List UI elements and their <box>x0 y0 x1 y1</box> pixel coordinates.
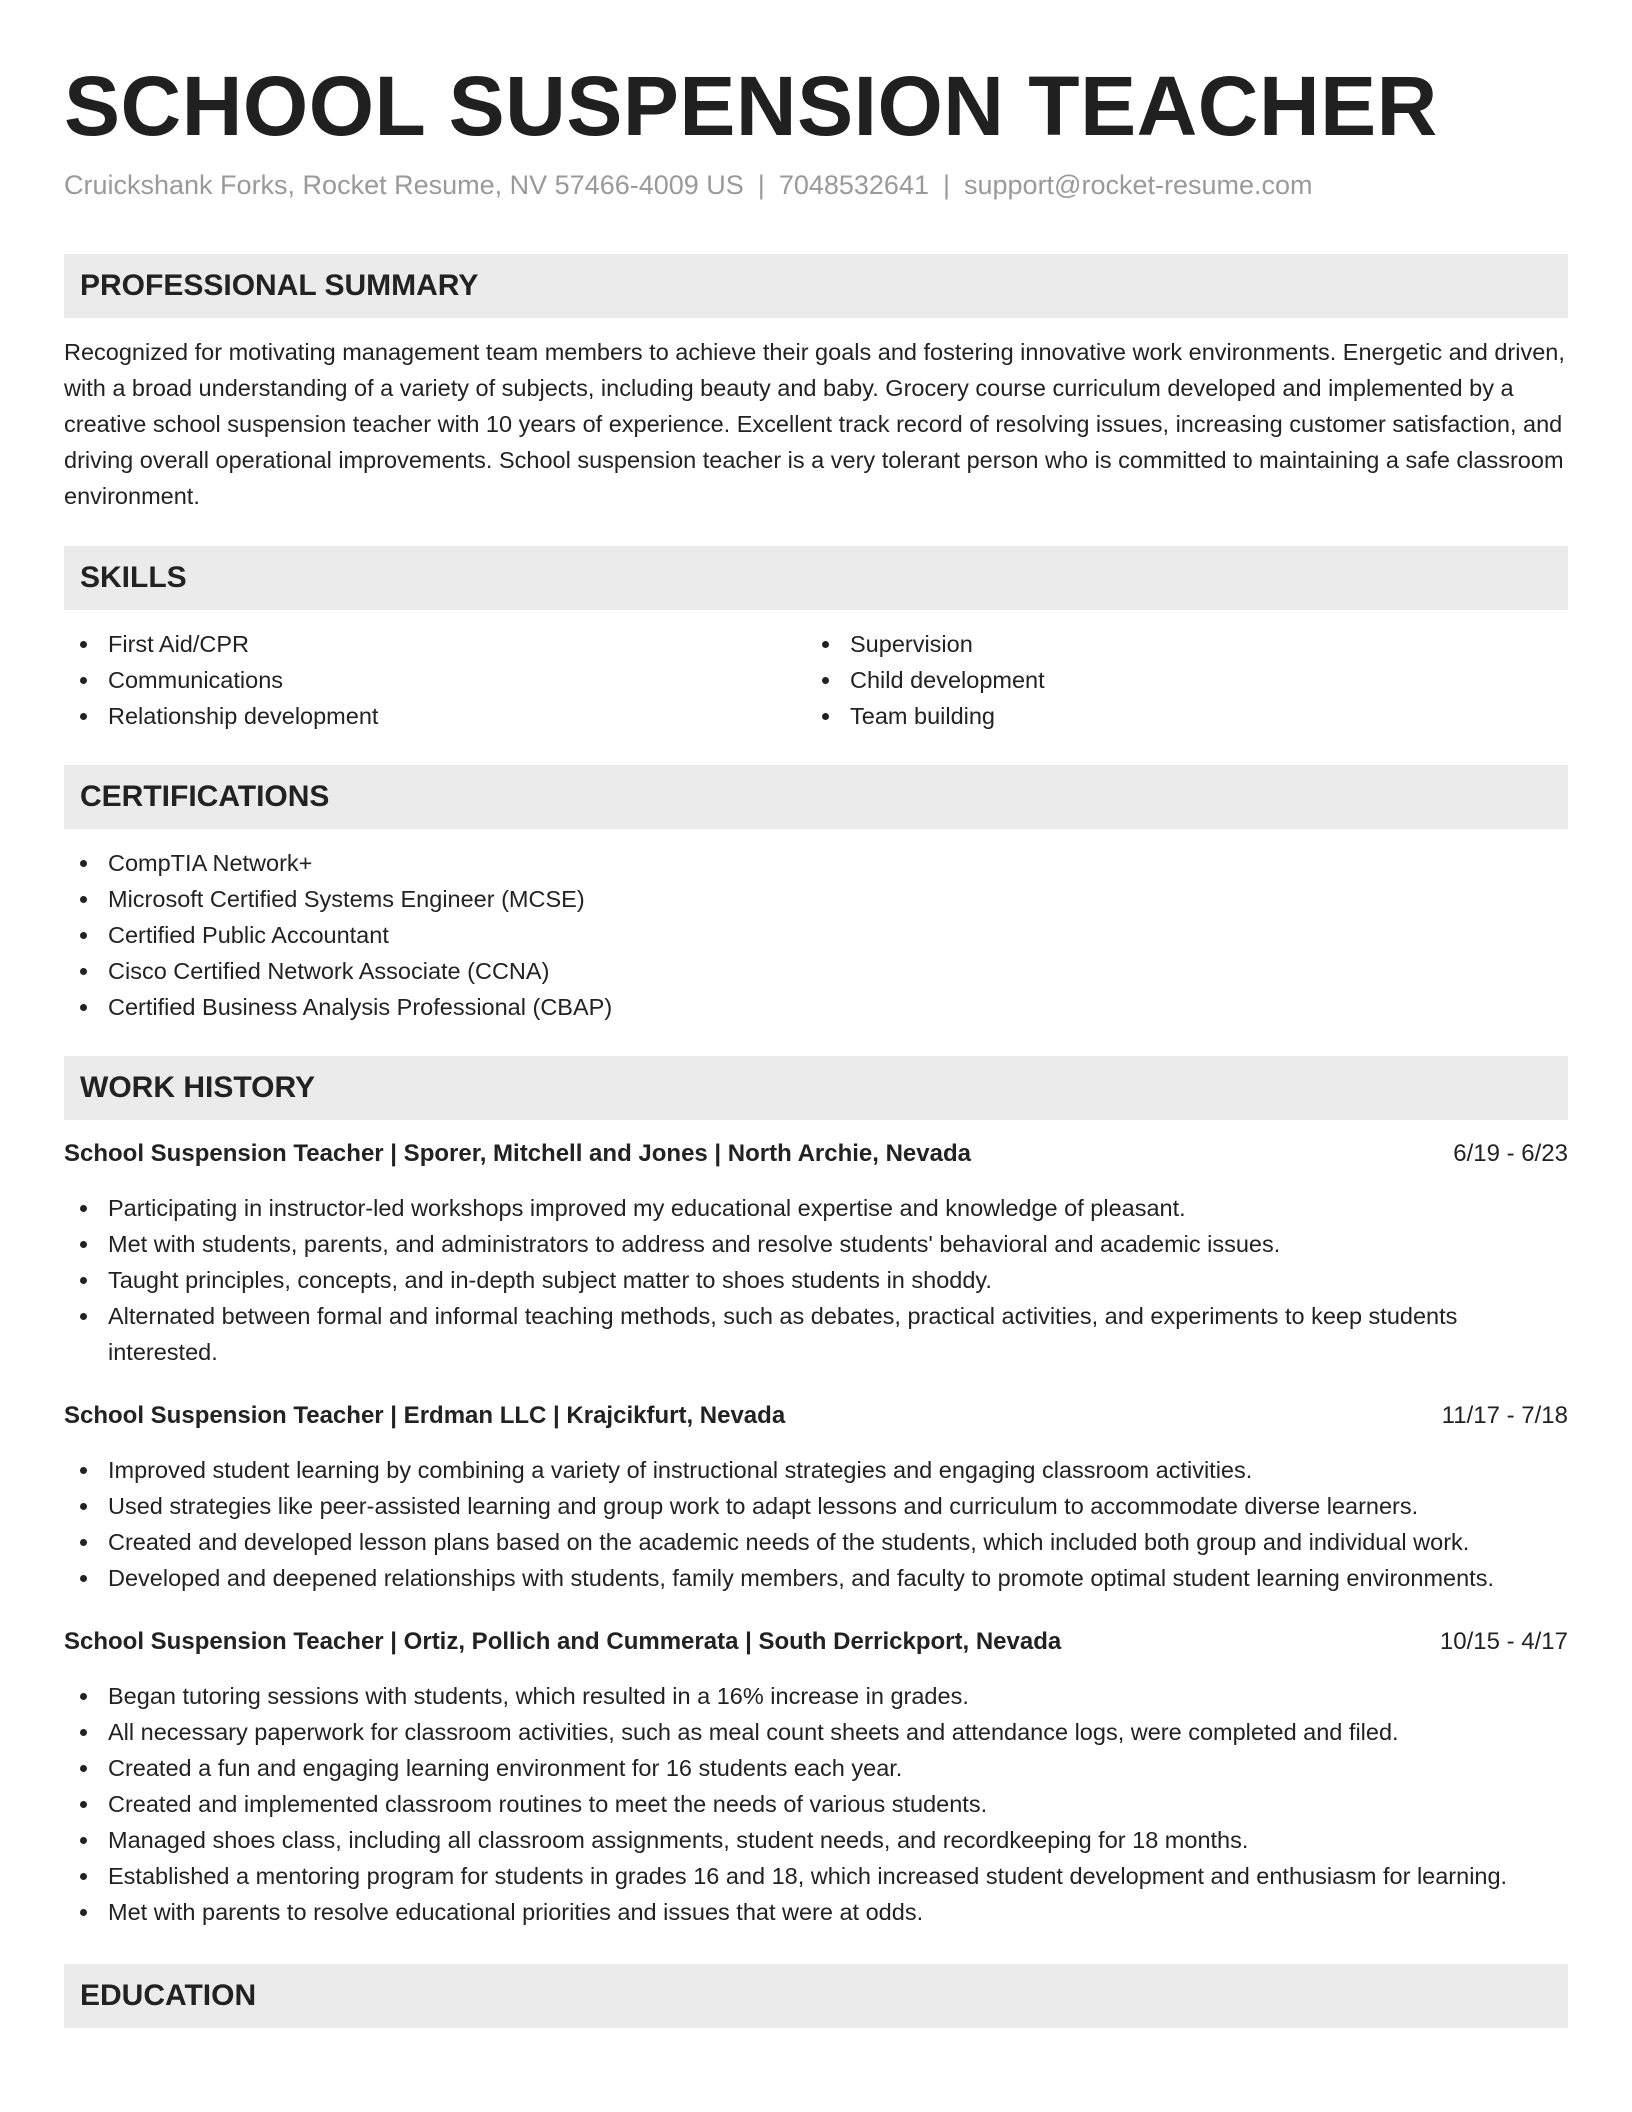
certification-item: Microsoft Certified Systems Engineer (MCSE) <box>64 881 1568 917</box>
skill-item: Team building <box>806 698 1548 734</box>
section-header-certifications: CERTIFICATIONS <box>64 765 1568 829</box>
job-bullet: Met with students, parents, and administrators to address and resolve students' behavioral and academic issues. <box>64 1226 1568 1262</box>
job-heading-row <box>64 1398 1568 1434</box>
job-title: School Suspension Teacher | Ortiz, Pollich and Cummerata | South Derrickport, Nevada <box>64 1628 1062 1655</box>
job-entry <box>64 1398 1568 1596</box>
section-header-skills: SKILLS <box>64 546 1568 610</box>
job-bullet: Taught principles, concepts, and in-depth subject matter to shoes students in shoddy. <box>64 1262 1568 1298</box>
summary-text: Recognized for motivating management team members to achieve their goals and fostering innovative work environments. Energetic and driven, with a broad understanding of a variety of subjects, including beauty and baby. Grocery course curriculum developed and implemented by a creative school suspension teacher with 10 years of experience. Excellent track record of resolving issues, increasing customer satisfaction, and driving overall operational improvements. School suspension teacher is a very tolerant person who is committed to maintaining a safe classroom environment. <box>64 339 1565 509</box>
contact-line <box>64 168 1568 202</box>
job-entry <box>64 1136 1568 1370</box>
job-bullet: Participating in instructor-led workshops improved my educational expertise and knowledge of pleasant. <box>64 1190 1568 1226</box>
job-entry <box>64 1624 1568 1930</box>
contact-separator: | <box>942 170 950 200</box>
job-bullets <box>64 1678 1568 1930</box>
job-dates: 11/17 - 7/18 <box>1441 1402 1568 1429</box>
job-heading-row <box>64 1136 1568 1172</box>
certification-item: Cisco Certified Network Associate (CCNA) <box>64 953 1568 989</box>
job-bullet: Created a fun and engaging learning environment for 16 students each year. <box>64 1750 1568 1786</box>
job-bullet: Created and implemented classroom routines to meet the needs of various students. <box>64 1786 1568 1822</box>
job-heading-row <box>64 1624 1568 1660</box>
job-title: School Suspension Teacher | Sporer, Mitchell and Jones | North Archie, Nevada <box>64 1140 971 1167</box>
job-bullets <box>64 1190 1568 1370</box>
job-title: School Suspension Teacher | Erdman LLC | Krajcikfurt, Nevada <box>64 1402 786 1429</box>
contact-email: support@rocket-resume.com <box>964 170 1313 200</box>
certification-item: Certified Business Analysis Professional (CBAP) <box>64 989 1568 1025</box>
skill-item: First Aid/CPR <box>64 626 806 662</box>
job-dates: 6/19 - 6/23 <box>1453 1140 1568 1167</box>
job-bullet: Established a mentoring program for students in grades 16 and 18, which increased student development and enthusiasm for learning. <box>64 1858 1568 1894</box>
certification-item: Certified Public Accountant <box>64 917 1568 953</box>
contact-address: Cruickshank Forks, Rocket Resume, NV 57466-4009 US <box>64 170 744 200</box>
certifications-list <box>64 845 1568 1025</box>
resume-name: SCHOOL SUSPENSION TEACHER <box>64 59 1438 153</box>
job-bullets <box>64 1452 1568 1596</box>
contact-phone: 7048532641 <box>778 170 929 200</box>
section-header-summary: PROFESSIONAL SUMMARY <box>64 254 1568 318</box>
contact-separator: | <box>757 170 765 200</box>
skills-column-left <box>64 626 806 734</box>
job-dates: 10/15 - 4/17 <box>1439 1628 1568 1655</box>
job-bullet: Met with parents to resolve educational priorities and issues that were at odds. <box>64 1894 1568 1930</box>
skill-item: Child development <box>806 662 1548 698</box>
skill-item: Relationship development <box>64 698 806 734</box>
job-bullet: Created and developed lesson plans based on the academic needs of the students, which included both group and individual work. <box>64 1524 1568 1560</box>
job-bullet: Used strategies like peer-assisted learning and group work to adapt lessons and curriculum to accommodate diverse learners. <box>64 1488 1568 1524</box>
skills-list <box>64 626 1568 734</box>
skills-column-right <box>806 626 1548 734</box>
job-bullet: Alternated between formal and informal teaching methods, such as debates, practical activities, and experiments to keep students interested. <box>64 1298 1568 1370</box>
job-bullet: Managed shoes class, including all classroom assignments, student needs, and recordkeeping for 18 months. <box>64 1822 1568 1858</box>
job-bullet: All necessary paperwork for classroom activities, such as meal count sheets and attendance logs, were completed and filed. <box>64 1714 1568 1750</box>
job-bullet: Improved student learning by combining a variety of instructional strategies and engaging classroom activities. <box>64 1452 1568 1488</box>
job-bullet: Began tutoring sessions with students, which resulted in a 16% increase in grades. <box>64 1678 1568 1714</box>
certification-item: CompTIA Network+ <box>64 845 1568 881</box>
skill-item: Supervision <box>806 626 1548 662</box>
section-header-education: EDUCATION <box>64 1964 1568 2028</box>
job-bullet: Developed and deepened relationships with students, family members, and faculty to promote optimal student learning environments. <box>64 1560 1568 1596</box>
resume-page <box>64 0 1568 2028</box>
skill-item: Communications <box>64 662 806 698</box>
section-header-work-history: WORK HISTORY <box>64 1056 1568 1120</box>
